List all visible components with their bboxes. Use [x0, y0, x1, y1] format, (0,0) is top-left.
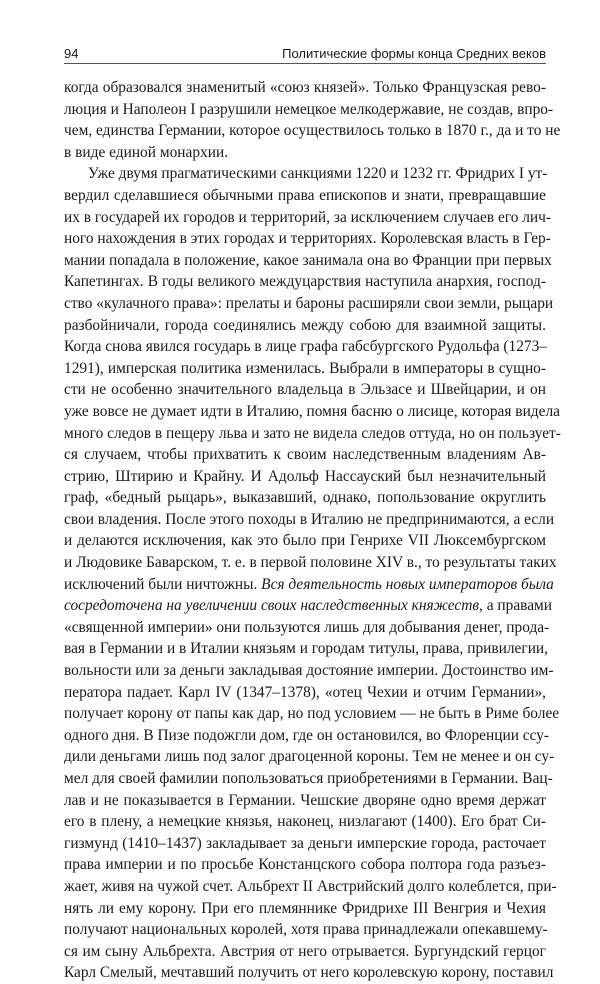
- text-segment: исключений были ничтожны.: [64, 575, 258, 593]
- text-line: его в плену, а немецкие князья, наконец, низлагают (1400). Его брат Си-: [64, 813, 546, 831]
- text-line: ся случаем, чтобы прихватить к своим наследственным владениям Ав-: [64, 446, 546, 464]
- italic-emphasis: сосредоточена на увеличении своих наследственных княжеств: [64, 597, 480, 615]
- paragraph: [64, 163, 561, 984]
- text-line: ператора падает. Карл IV (1347–1378), «отец Чехии и отчим Германии»,: [64, 683, 546, 701]
- text-line: жает, живя на чужой счет. Альбрехт II Австрийский долго колеблется, при-: [64, 877, 557, 895]
- text-line: вая в Германии и в Италии князьям и городам титулы, права, привилегии,: [64, 640, 549, 658]
- text-line: граф, «бедный рыцарь», выказавший, однако, попользование округлить: [64, 489, 546, 507]
- running-head: [64, 44, 546, 66]
- text-line: одного дня. В Пизе подожгли дом, где он остановился, во Флоренции ссу-: [64, 726, 550, 744]
- text-line: и делаются исключения, как это было при Генрихе VII Люксембургском: [64, 532, 546, 550]
- text-line: права империи и по просьбе Констанцского собора полтора года разъез-: [64, 856, 546, 874]
- running-title: Политические формы конца Средних веков: [282, 46, 546, 61]
- text-line: Уже двумя прагматическими санкциями 1220 и 1232 гг. Фридрих I ут-: [88, 165, 548, 183]
- text-line: нять ли ему корону. При его племяннике Фридрихе III Венгрия и Чехия: [64, 899, 546, 917]
- text-segment: , а правами: [479, 597, 553, 615]
- text-line: стрию, Штирию и Крайну. И Адольф Нассауский был незначительный: [64, 467, 546, 485]
- text-line: уже вовсе не думает идти в Италию, помня басню о лисице, которая видела: [64, 402, 560, 420]
- text-line: много следов в пещеру льва и зато не видела следов оттуда, но он пользует-: [64, 424, 561, 442]
- text-line: ство «кулачного права»: прелаты и бароны расширяли свои земли, рыцари: [64, 294, 554, 312]
- text-line: и Людовике Баварском, т. е. в первой половине XIV в., то результаты таких: [64, 554, 557, 572]
- text-line: получают национальных королей, хотя права принадлежали опекавшему-: [64, 921, 548, 939]
- text-line: их в государей их городов и территорий, за исключением случаев его лич-: [64, 208, 552, 226]
- text-line: «священной империи» они пользуются лишь для добывания денег, прода-: [64, 618, 550, 636]
- paragraph: [64, 77, 561, 163]
- italic-emphasis: Вся деятельность новых императоров была: [261, 575, 554, 593]
- text-line: мании попадала в положение, какое занимала она во Франции при первых: [64, 251, 552, 269]
- body-text: [64, 77, 561, 984]
- header-rule: [64, 63, 546, 64]
- page-number: 94: [64, 46, 79, 61]
- text-line: разбойничали, города соединялись между собою для взаимной защиты.: [64, 316, 546, 334]
- text-line: Капетингах. В годы великого междуцарствия наступила анархия, господ-: [64, 273, 546, 291]
- text-line: дили деньгами лишь под залог драгоценной короны. Тем не менее и он су-: [64, 748, 555, 766]
- text-line: мел для своей фамилии попользоваться приобретениями в Германии. Вац-: [64, 770, 553, 787]
- text-line: гизмунд (1410–1437) закладывает за деньги имперские города, расточает: [64, 834, 546, 852]
- text-line-with-italic: [64, 595, 553, 617]
- text-line: когда образовался знаменитый «союз князей». Только Французская рево-: [64, 79, 546, 96]
- text-line: ного нахождения в этих городах и территориях. Королевская власть в Гер-: [64, 230, 551, 248]
- text-line: 1291), имперская политика изменилась. Выбрали в императоры в сущно-: [64, 359, 546, 377]
- text-line: получает корону от папы как дар, но под условием — не быть в Риме более: [64, 705, 560, 723]
- text-line: Когда снова явился государь в лице графа габсбургского Рудольфа (1273–: [64, 338, 547, 356]
- text-line: вольности или за деньги закладывая достояние империи. Достоинство им-: [64, 662, 554, 680]
- text-line: люция и Наполеон I разрушили немецкое мелкодержавие, не создав, впро-: [64, 100, 554, 118]
- text-line: Карл Смелый, мечтавший получить от него королевскую корону, поставил: [64, 964, 554, 982]
- text-line: вердил сделавшиеся обычными права епископов и знати, превращавшие: [64, 186, 546, 204]
- text-line: свои владения. После этого походы в Италию не предпринимаются, а если: [64, 510, 555, 528]
- text-line: в виде единой монархии.: [64, 143, 229, 161]
- text-line: чем, единства Германии, которое осуществилось только в 1870 г., да и то не: [64, 122, 561, 140]
- text-line: ся им сыну Альбрехта. Австрия от него отрывается. Бургундский герцог: [64, 942, 546, 960]
- text-line: лав и не показывается в Германии. Чешские дворяне одно время держат: [64, 791, 546, 809]
- text-line-with-italic: [64, 574, 554, 596]
- text-line: сти не особенно значительного владельца в Эльзасе и Швейцарии, и он: [64, 381, 546, 399]
